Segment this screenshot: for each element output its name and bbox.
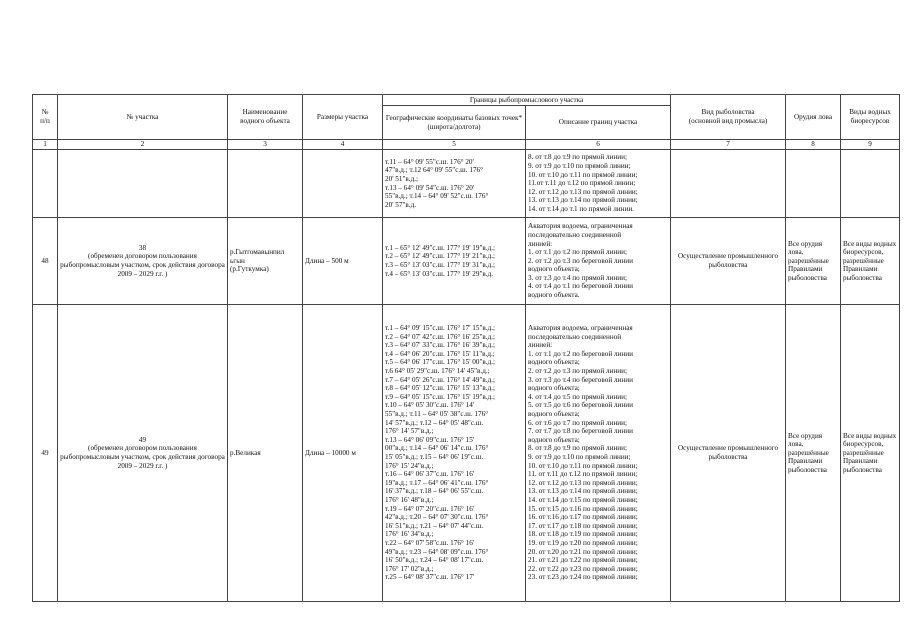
- column-number: 7: [671, 140, 786, 150]
- text-line: 13. от т.13 до т.14 по прямой линии;: [528, 487, 638, 496]
- header-fishing-type: Вид рыболовства (основной вид промысла): [671, 95, 786, 140]
- text-line: 9. от т.9 до т.10 по прямой линии;: [528, 162, 631, 171]
- text-line: 176° 16' 34"в.д.;: [385, 530, 434, 539]
- text-line: т.7 – 64° 05' 26"с.ш. 176° 14' 49"в.д.;: [385, 375, 496, 384]
- text-line: 55"в.д.; т.14 – 64° 09' 52"с.ш. 176°: [385, 192, 489, 201]
- text-line: последовательно соединенной: [528, 230, 622, 239]
- row-section: [58, 150, 228, 218]
- text-line: 12. от т.12 до т.13 по прямой линии;: [528, 478, 638, 487]
- text-line: 19. от т.19 до т.20 по прямой линии;: [528, 538, 638, 547]
- row-water-body: [228, 150, 303, 218]
- row-section: 49 (обременен договором пользования рыбопромысловым участком, срок действия договора 2009 – 2029 г.г. ): [58, 305, 228, 602]
- text-line: 3. от т.3 до т.4 по береговой линии: [528, 375, 633, 384]
- text-line: 11. от т.11 до т.12 по прямой линии;: [528, 470, 638, 479]
- text-line: 20. от т.20 до т.21 по прямой линии;: [528, 547, 638, 556]
- text-line: 12. от т.12 до т.13 по прямой линии;: [528, 187, 638, 196]
- text-line: последовательно соединенной: [528, 332, 622, 341]
- row-species: [841, 150, 900, 218]
- row-water-body: р.Великая: [228, 305, 303, 602]
- text-line: 15. от т.15 до т.16 по прямой линии;: [528, 504, 638, 513]
- column-number: 4: [303, 140, 383, 150]
- text-line: 10. от т.10 до т.11 по прямой линии;: [528, 170, 638, 179]
- text-line: 55"в.д.; т.11 – 64° 05' 38"с.ш. 176°: [385, 410, 489, 419]
- text-line: 19"в.д.; т.17 – 64° 06' 41"с.ш. 176°: [385, 478, 489, 487]
- text-line: т.1 – 65° 12' 49"с.ш. 177° 19' 19"в.д.;: [385, 243, 496, 252]
- text-line: 16' 37"в.д.; т.18 – 64° 06' 55"с.ш.: [385, 487, 484, 496]
- text-line: 1. от т.1 до т.2 по береговой линии: [528, 349, 633, 358]
- text-line: 1. от т.1 до т.2 по прямой линии;: [528, 248, 627, 257]
- row-no: [33, 150, 58, 218]
- text-line: 5. от т.5 до т.6 по береговой линии: [528, 401, 633, 410]
- text-line: 18. от т.18 до т.19 по прямой линии;: [528, 530, 638, 539]
- text-line: 2. от т.2 до т.3 по прямой линии;: [528, 367, 627, 376]
- text-line: 13. от т.13 до т.14 по прямой линии;: [528, 196, 638, 205]
- text-line: 176° 16' 48"в.д.;: [385, 495, 434, 504]
- column-number: 6: [526, 140, 671, 150]
- text-line: 49"в.д.; т.23 – 64° 08' 09"с.ш. 176°: [385, 547, 489, 556]
- header-species: Виды водных биоресурсов: [841, 95, 900, 140]
- text-line: 3. от т.3 до т.4 по прямой линии;: [528, 273, 627, 282]
- text-line: т.10 – 64° 05' 30"с.ш. 176° 14': [385, 401, 475, 410]
- row-section: 38 (обременен договором пользования рыбопромысловым участком, срок действия договора 2009 – 2029 г.г. ): [58, 218, 228, 305]
- text-line: 20' 57"в.д.: [385, 200, 417, 209]
- text-line: 2. от т.2 до т.3 по береговой линии: [528, 256, 633, 265]
- text-line: т.6 64° 05' 29"с.ш. 176° 14' 45"в.д.;: [385, 367, 490, 376]
- text-line: 42"в.д.; т.20 – 64° 07' 30"с.ш. 176°: [385, 513, 489, 522]
- text-line: Акватория водоема, ограниченная: [528, 222, 633, 231]
- row-description: [526, 305, 671, 602]
- table-row: [33, 305, 900, 602]
- row-fishing-type: [671, 150, 786, 218]
- row-no: 48: [33, 218, 58, 305]
- text-line: 176° 15' 24"в.д.;: [385, 461, 434, 470]
- column-number: 9: [841, 140, 900, 150]
- column-number: 1: [33, 140, 58, 150]
- row-species: Все виды водных биоресурсов, разрешённые Правилами рыболовства: [841, 218, 900, 305]
- row-coords: [383, 305, 526, 602]
- column-number: 5: [383, 140, 526, 150]
- text-line: 16. от т.16 до т.17 по прямой линии;: [528, 513, 638, 522]
- text-line: т.2 – 64° 07' 42"с.ш. 176° 16' 25"в.д.;: [385, 332, 496, 341]
- text-line: т.1 – 64° 09' 15"с.ш. 176° 17' 15"в.д.;: [385, 324, 496, 333]
- header-description: Описание границ участка: [526, 106, 671, 140]
- row-gear: [786, 150, 841, 218]
- row-coords: [383, 150, 526, 218]
- text-line: 22. от т.22 до т.23 по прямой линии;: [528, 564, 638, 573]
- header-gear: Орудия лова: [786, 95, 841, 140]
- header-water-body: Наименование водного объекта: [228, 95, 303, 140]
- text-line: 11.от т.11 до т.12 по прямой линии;: [528, 179, 636, 188]
- text-line: 20' 51"в.д.;: [385, 174, 419, 183]
- table-row: [33, 218, 900, 305]
- text-line: 176° 14' 57"в.д.;: [385, 427, 434, 436]
- fishing-sites-table: [32, 94, 900, 602]
- text-line: 9. от т.9 до т.10 по прямой линии;: [528, 453, 631, 461]
- row-description: [526, 150, 671, 218]
- text-line: т.3 – 65° 13' 03"с.ш. 177° 19' 31"в.д.;: [385, 261, 496, 269]
- text-line: водного объекта;: [528, 384, 580, 393]
- text-line: т.11 – 64° 09' 55"с.ш. 176° 20': [385, 157, 474, 166]
- text-line: линией:: [528, 239, 553, 248]
- text-line: т.8 – 64° 05' 12"с.ш. 176° 15' 13"в.д.;: [385, 384, 496, 393]
- column-number: 3: [228, 140, 303, 150]
- row-coords: [383, 218, 526, 305]
- text-line: т.25 – 64° 08' 37"с.ш. 176° 17': [385, 573, 475, 582]
- row-no: 49: [33, 305, 58, 602]
- text-line: 6. от т.6 до т.7 по прямой линии;: [528, 418, 627, 427]
- header-no: № п/п: [33, 95, 58, 140]
- text-line: 21. от т.21 до т.22 по прямой линии;: [528, 556, 638, 565]
- text-line: 16' 50"в.д.; т.24 – 64° 08' 17"с.ш.: [385, 556, 484, 565]
- row-size: [303, 150, 383, 218]
- text-line: 15' 05"в.д.; т.15 – 64° 06' 19"с.ш.: [385, 453, 484, 461]
- text-line: линией:: [528, 341, 553, 350]
- text-line: 47"в.д.; т.12 64° 09' 55"с.ш. 176°: [385, 166, 483, 175]
- text-line: 14. от т.14 до т.15 по прямой линии;: [528, 495, 638, 504]
- text-line: т.16 – 64° 06' 37"с.ш. 176° 16': [385, 470, 475, 479]
- text-line: 8. от т.8 до т.9 по прямой линии;: [528, 444, 627, 453]
- text-line: 00"в.д.; т.14 – 64° 06' 14"с.ш. 176°: [385, 444, 489, 453]
- text-line: 14' 57"в.д.; т.12 – 64° 05' 48"с.ш.: [385, 418, 484, 427]
- text-line: водного объекта.: [528, 291, 580, 300]
- text-line: т.22 – 64° 07' 58"с.ш. 176° 16': [385, 538, 475, 547]
- text-line: водного объекта;: [528, 435, 580, 444]
- text-line: 176° 17' 02"в.д.;: [385, 564, 434, 573]
- text-line: 4. от т.4 до т.5 по прямой линии;: [528, 392, 627, 401]
- text-line: 23. от т.23 до т.24 по прямой линии;: [528, 573, 638, 582]
- text-line: 10. от т.10 до т.11 по прямой линии;: [528, 461, 638, 470]
- header-section-no: № участка: [58, 95, 228, 140]
- header-boundaries: Границы рыбопромыслового участка: [383, 95, 671, 106]
- row-gear: Все орудия лова, разрешённые Правилами рыболовства: [786, 218, 841, 305]
- text-line: 7. от т.7 до т.8 по береговой линии: [528, 427, 633, 436]
- text-line: 4. от т.4 до т.1 по береговой линии: [528, 282, 633, 291]
- header-size: Размеры участка: [303, 95, 383, 140]
- text-line: т.13 – 64° 09' 54"с.ш. 176° 20': [385, 183, 475, 192]
- row-species: Все виды водных биоресурсов, разрешённые Правилами рыболовства: [841, 305, 900, 602]
- row-gear: Все орудия лова, разрешённые Правилами рыболовства: [786, 305, 841, 602]
- text-line: водного объекта;: [528, 410, 580, 419]
- column-number: 2: [58, 140, 228, 150]
- column-number: 8: [786, 140, 841, 150]
- text-line: т.13 – 64° 06' 09"с.ш. 176° 15': [385, 435, 475, 444]
- table-row: [33, 150, 900, 218]
- text-line: Акватория водоема, ограниченная: [528, 324, 633, 333]
- text-line: т.4 – 64° 06' 20"с.ш. 176° 15' 11"в.д.;: [385, 349, 495, 358]
- text-line: т.2 – 65° 12' 49"с.ш. 177° 19' 21"в.д.;: [385, 252, 496, 261]
- row-size: Длина – 500 м: [303, 218, 383, 305]
- text-line: водного объекта;: [528, 265, 580, 274]
- text-line: 8. от т.8 до т.9 по прямой линии;: [528, 153, 627, 162]
- text-line: 17. от т.17 до т.18 по прямой линии;: [528, 521, 638, 530]
- header-coords: Географические координаты базовых точек* (широта/долгота): [383, 106, 526, 140]
- row-size: Длина – 10000 м: [303, 305, 383, 602]
- text-line: т.19 – 64° 07' 20"с.ш. 176° 16': [385, 504, 475, 513]
- text-line: т.4 – 65° 13' 03"с.ш. 177° 19' 29"в.д.: [385, 269, 494, 278]
- row-fishing-type: Осуществление промышленного рыболовства: [671, 305, 786, 602]
- text-line: т.5 – 64° 06' 17"с.ш. 176° 15' 00"в.д.;: [385, 358, 496, 367]
- row-description: [526, 218, 671, 305]
- text-line: т.9 – 64° 05' 15"с.ш. 176° 15' 19"в.д.;: [385, 392, 496, 401]
- row-water-body: р.Гытгомавынпил ьгын (р.Гуткумка): [228, 218, 303, 305]
- text-line: 14. от т.14 до т.1 по прямой линии.: [528, 204, 634, 213]
- text-line: т.3 – 64° 07' 33"с.ш. 176° 16' 39"в.д.;: [385, 341, 496, 350]
- row-fishing-type: Осуществление промышленного рыболовства: [671, 218, 786, 305]
- text-line: 16' 51"в.д.; т.21 – 64° 07' 44"с.ш.: [385, 521, 484, 530]
- text-line: водного объекта;: [528, 358, 580, 367]
